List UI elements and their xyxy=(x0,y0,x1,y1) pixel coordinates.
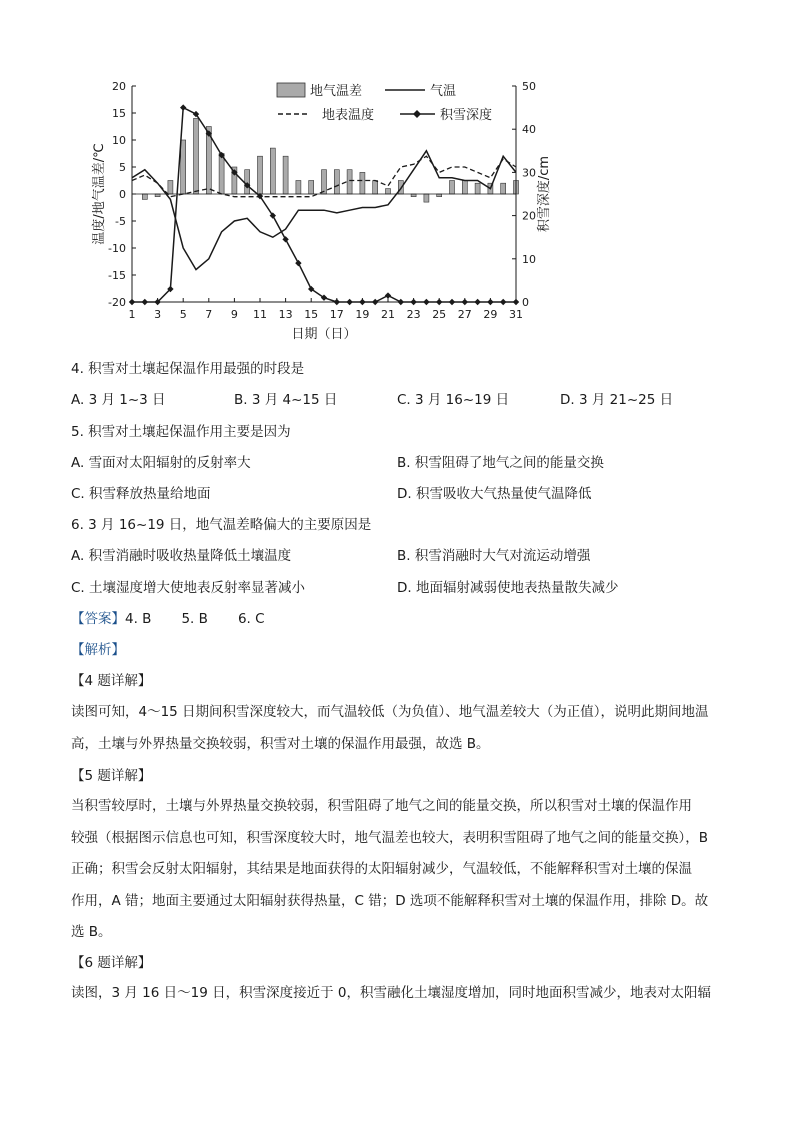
legend-bar-swatch xyxy=(277,83,305,97)
q6-option-b[interactable]: B. 积雪消融时大气对流运动增强 xyxy=(397,548,591,564)
x-tick-label: 31 xyxy=(509,308,523,321)
temp-diff-bar xyxy=(347,170,352,194)
y-right-tick-label: 20 xyxy=(522,209,536,223)
detail5-title: 【5 题详解】 xyxy=(71,768,152,784)
q4-option-a[interactable]: A. 3 月 1~3 日 xyxy=(71,392,166,408)
detail6-body xyxy=(71,978,723,1010)
y-left-tick-label: 20 xyxy=(112,80,126,93)
temp-diff-bar xyxy=(283,156,288,194)
bars-group xyxy=(142,118,518,202)
snow-depth-point xyxy=(462,299,468,305)
y-left-tick-label: 5 xyxy=(119,161,126,174)
y-right-tick-label: 10 xyxy=(522,252,536,266)
detail5-line: 选 B。 xyxy=(71,924,112,941)
x-tick-label: 11 xyxy=(253,308,267,321)
lines-group xyxy=(129,104,519,305)
y-left-tick-label: 15 xyxy=(112,107,126,120)
y-left-tick-label: -20 xyxy=(108,296,126,309)
temp-diff-bar xyxy=(245,170,250,194)
x-tick-label: 21 xyxy=(381,308,395,321)
q6-option-d[interactable]: D. 地面辐射减弱使地表热量散失减少 xyxy=(397,580,619,596)
x-tick-label: 7 xyxy=(205,308,213,321)
temp-diff-bar xyxy=(309,181,314,195)
snow-depth-point xyxy=(410,299,416,305)
y-left-tick-label: -5 xyxy=(115,215,126,228)
detail4-title: 【4 题详解】 xyxy=(71,673,152,689)
temp-diff-bar xyxy=(501,183,506,194)
detail5-line: 正确；积雪会反射太阳辐射，其结果是地面获得的太阳辐射减少，气温较低，不能解释积雪对土壤的保温 xyxy=(71,861,692,878)
q6-option-c[interactable]: C. 土壤湿度增大使地表反射率显著减小 xyxy=(71,580,306,596)
temp-diff-bar xyxy=(296,181,301,195)
temp-diff-bar xyxy=(322,170,327,194)
x-tick-label: 1 xyxy=(128,308,136,321)
answer-text: 4. B 5. B 6. C xyxy=(125,611,265,627)
snow-depth-line xyxy=(132,108,516,302)
y-left-tick-label: -15 xyxy=(108,269,126,282)
snow-depth-point xyxy=(500,299,506,305)
q5-option-d[interactable]: D. 积雪吸收大气热量使气温降低 xyxy=(397,486,592,502)
q5-option-c[interactable]: C. 积雪释放热量给地面 xyxy=(71,486,211,502)
temp-diff-bar xyxy=(334,170,339,194)
temp-diff-bar xyxy=(181,140,186,194)
temp-diff-bar xyxy=(168,181,173,195)
temp-diff-bar xyxy=(360,172,365,194)
x-label: 日期（日） xyxy=(291,327,357,342)
analysis-label: 【解析】 xyxy=(71,642,125,658)
snow-depth-point xyxy=(385,292,391,298)
x-tick-label: 25 xyxy=(432,308,447,321)
x-tick-label: 3 xyxy=(154,308,162,321)
temp-diff-bar xyxy=(155,194,160,197)
detail4-body xyxy=(71,697,723,760)
detail5-body xyxy=(71,791,723,949)
detail5-line: 较强（根据图示信息也可知，积雪深度较大时，地气温差也较大，表明积雪阻碍了地气之间的能量交换），B xyxy=(71,829,709,846)
x-tick-label: 27 xyxy=(457,308,472,321)
y-right-tick-label: 40 xyxy=(522,123,536,137)
snow-depth-point xyxy=(449,299,455,305)
q4-option-d[interactable]: D. 3 月 21~25 日 xyxy=(560,392,674,408)
x-tick-label: 5 xyxy=(179,308,187,321)
temp-diff-bar xyxy=(219,154,224,195)
x-tick-label: 23 xyxy=(406,308,421,321)
q4-option-c[interactable]: C. 3 月 16~19 日 xyxy=(397,392,510,408)
legend-marker-diamond xyxy=(413,110,421,118)
q4-option-b[interactable]: B. 3 月 4~15 日 xyxy=(234,392,338,408)
snow-depth-point xyxy=(398,299,404,305)
q5-stem: 5. 积雪对土壤起保温作用主要是因为 xyxy=(71,424,291,440)
snow-depth-point xyxy=(359,299,365,305)
detail5-line: 当积雪较厚时，土壤与外界热量交换较弱，积雪阻碍了地气之间的能量交换，所以积雪对土壤的保温作用 xyxy=(71,798,692,814)
snow-depth-point xyxy=(129,299,135,305)
y-right-tick-label: 50 xyxy=(522,80,536,93)
answer-label: 【答案】 xyxy=(71,611,125,627)
answer-line xyxy=(71,609,265,629)
y-right-tick-label: 0 xyxy=(522,296,529,309)
snow-depth-point xyxy=(474,299,480,305)
snow-depth-point xyxy=(436,299,442,305)
snow-depth-point xyxy=(346,299,352,305)
x-tick-label: 9 xyxy=(230,308,238,321)
snow-depth-point xyxy=(142,299,148,305)
legend-label-qiwen: 气温 xyxy=(430,84,457,99)
y-left-label: 温度/地气温差/℃ xyxy=(92,143,107,245)
detail6-line: 读图，3 月 16 日～19 日，积雪深度接近于 0，积雪融化土壤湿度增加，同时地面积雪减少，地表对太阳辐 xyxy=(71,985,711,1001)
snow-depth-point xyxy=(334,299,340,305)
temp-diff-bar xyxy=(142,194,147,199)
detail5-line: 作用，A 错；地面主要通过太阳辐射获得热量，C 错；D 选项不能解释积雪对土壤的保温作用，排除 D。故 xyxy=(71,892,709,909)
x-tick-label: 13 xyxy=(278,308,293,321)
snow-depth-point xyxy=(513,299,519,305)
temp-diff-bar xyxy=(462,181,467,195)
temp-diff-bar xyxy=(450,181,455,195)
snow-depth-point xyxy=(423,299,429,305)
y-left-tick-label: 0 xyxy=(119,188,126,201)
legend-label-diqi: 地气温差 xyxy=(310,84,363,99)
q5-option-a[interactable]: A. 雪面对太阳辐射的反射率大 xyxy=(71,455,251,471)
q5-option-b[interactable]: B. 积雪阻碍了地气之间的能量交换 xyxy=(397,455,604,471)
y-left-tick-label: -10 xyxy=(108,242,126,255)
temp-diff-bar xyxy=(258,156,263,194)
legend-label-jixue: 积雪深度 xyxy=(440,108,493,123)
q4-stem: 4. 积雪对土壤起保温作用最强的时段是 xyxy=(71,361,305,377)
snow-depth-point xyxy=(180,104,186,110)
detail4-line: 高，土壤与外界热量交换较弱，积雪对土壤的保温作用最强，故选 B。 xyxy=(71,735,490,752)
temp-diff-bar xyxy=(386,189,391,194)
temp-diff-bar xyxy=(373,181,378,195)
legend xyxy=(277,83,492,123)
q6-stem: 6. 3 月 16~19 日，地气温差略偏大的主要原因是 xyxy=(71,517,372,533)
y-left-tick-label: 10 xyxy=(112,134,126,147)
snow-depth-point xyxy=(487,299,493,305)
x-tick-label: 17 xyxy=(329,308,344,321)
y-right-label: 积雪深度/cm xyxy=(537,155,552,233)
detail4-line: 读图可知，4～15 日期间积雪深度较大，而气温较低（为负值）、地气温差较大（为正值），说明此期间地温 xyxy=(71,704,709,720)
x-tick-label: 19 xyxy=(355,308,370,321)
air-temp-line xyxy=(132,151,516,270)
temp-diff-bar xyxy=(194,118,199,194)
q6-option-a[interactable]: A. 积雪消融时吸收热量降低土壤温度 xyxy=(71,548,292,564)
legend-label-dibiao: 地表温度 xyxy=(322,108,375,123)
x-tick-label: 29 xyxy=(483,308,498,321)
snow-depth-point xyxy=(372,299,378,305)
temp-diff-bar xyxy=(411,194,416,197)
y-right-tick-label: 30 xyxy=(522,166,536,180)
temp-diff-bar xyxy=(437,194,442,197)
temp-diff-bar xyxy=(475,183,480,194)
snow-depth-point xyxy=(295,260,301,266)
snow-depth-point xyxy=(282,236,288,242)
x-tick-label: 15 xyxy=(304,308,319,321)
temp-diff-bar xyxy=(270,148,275,194)
detail6-title: 【6 题详解】 xyxy=(71,955,152,971)
temperature-snow-chart xyxy=(70,70,560,350)
temp-diff-bar xyxy=(424,194,429,202)
